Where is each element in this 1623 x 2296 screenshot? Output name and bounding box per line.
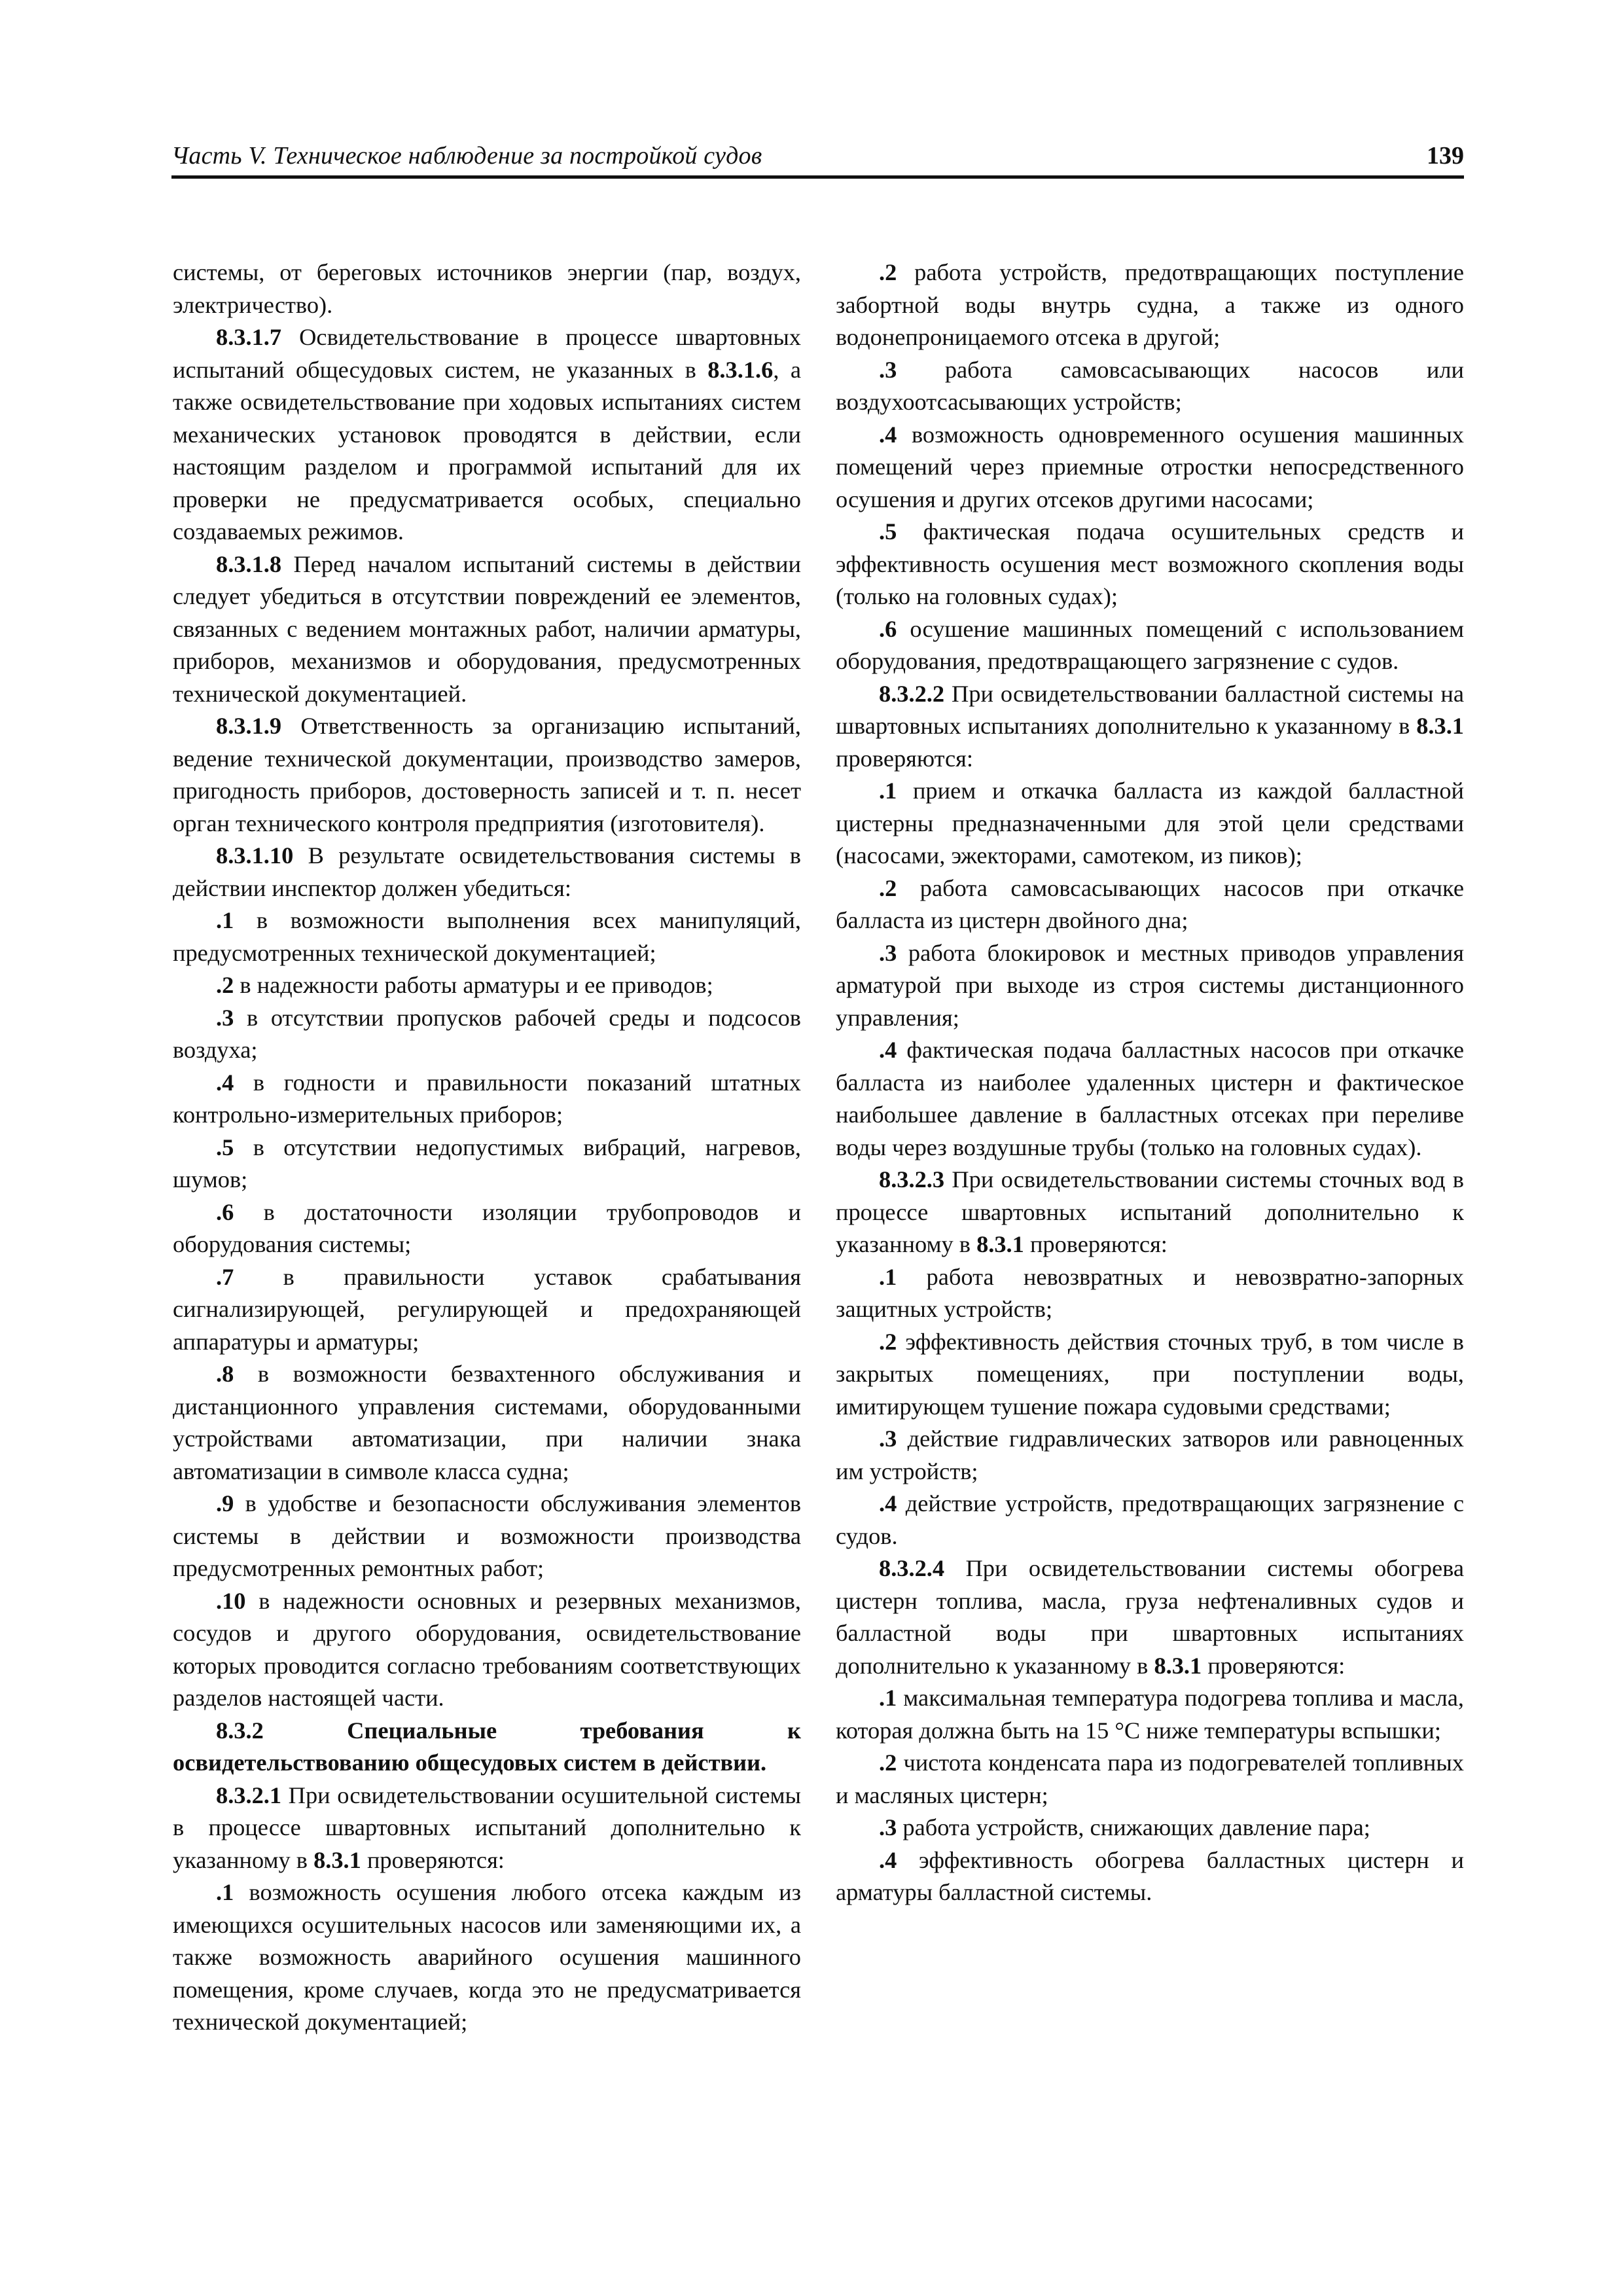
list-item: .4 эффективность обогрева балластных цистерн и арматуры балластной системы.: [836, 1846, 1464, 1905]
header-rule: [171, 175, 1464, 179]
right-column: [836, 257, 1464, 1909]
list-item: .2 работа устройств, предотвращающих поступление забортной воды внутрь судна, а также из одного водонепроницаемого отсека в другой;: [836, 259, 1464, 350]
paragraph: 8.3.1.10 В результате освидетельствования системы в действии инспектор должен убедиться:: [173, 842, 801, 901]
section-heading: 8.3.2 Специальные требования к освидетельствованию общесудовых систем в действии.: [173, 1717, 801, 1776]
paragraph: системы, от береговых источников энергии (пар, воздух, электричество).: [173, 259, 801, 318]
paragraph: 8.3.2.2 При освидетельствовании балластной системы на швартовных испытаниях дополнительно к указанному в 8.3.1 проверяются:: [836, 680, 1464, 772]
left-column: [173, 257, 801, 2039]
header-title: Часть V. Техническое наблюдение за постройкой судов: [171, 142, 762, 170]
list-item: .4 в годности и правильности показаний штатных контрольно-измерительных приборов;: [173, 1069, 801, 1128]
list-item: .5 фактическая подача осушительных средств и эффективность осушения мест возможного скопления воды (только на головных судах);: [836, 518, 1464, 609]
list-item: .3 работа блокировок и местных приводов управления арматурой при выходе из строя системы дистанционного управления;: [836, 939, 1464, 1031]
list-item: .7 в правильности уставок срабатывания сигнализирующей, регулирующей и предохраняющей аппаратуры и арматуры;: [173, 1263, 801, 1355]
list-item: .3 действие гидравлических затворов или равноценных им устройств;: [836, 1426, 1464, 1484]
paragraph: 8.3.1.9 Ответственность за организацию испытаний, ведение технической документации, производство замеров, пригодность приборов, достоверность записей и т. п. несет орган технического контроля предприятия (изготовителя).: [173, 713, 801, 836]
paragraph: 8.3.1.8 Перед началом испытаний системы в действии следует убедиться в отсутствии повреждений ее элементов, связанных с ведением монтажных работ, наличии арматуры, приборов, механизмов и оборудования, предусмотренных технической документацией.: [173, 550, 801, 707]
list-item: .4 фактическая подача балластных насосов при откачке балласта из наиболее удаленных цистерн и фактическое наибольшее давление в балластных отсеках при переливе воды через воздушные трубы (только на головных судах).: [836, 1037, 1464, 1160]
paragraph: 8.3.2.3 При освидетельствовании системы сточных вод в процессе швартовных испытаний дополнительно к указанному в 8.3.1 проверяются:: [836, 1166, 1464, 1257]
paragraph: 8.3.2.4 При освидетельствовании системы обогрева цистерн топлива, масла, груза нефтеналивных судов и балластной воды при швартовных испытаниях дополнительно к указанному в 8.3.1 проверяются:: [836, 1555, 1464, 1679]
running-header: [171, 139, 1464, 178]
page-number: 139: [1427, 142, 1464, 170]
list-item: .3 в отсутствии пропусков рабочей среды и подсосов воздуха;: [173, 1004, 801, 1063]
list-item: .6 осушение машинных помещений с использованием оборудования, предотвращающего загрязнение с судов.: [836, 615, 1464, 674]
list-item: .1 в возможности выполнения всех манипуляций, предусмотренных технической документацией;: [173, 907, 801, 966]
list-item: .3 работа устройств, снижающих давление пара;: [879, 1814, 1370, 1840]
list-item: .8 в возможности безвахтенного обслуживания и дистанционного управления системами, оборудованными устройствами автоматизации, при наличии знака автоматизации в символе класса судна;: [173, 1361, 801, 1484]
list-item: .2 чистота конденсата пара из подогревателей топливных и масляных цистерн;: [836, 1749, 1464, 1808]
list-item: .9 в удобстве и безопасности обслуживания элементов системы в действии и возможности производства предусмотренных ремонтных работ;: [173, 1490, 801, 1581]
list-item: .10 в надежности основных и резервных механизмов, сосудов и другого оборудования, освидетельствование которых проводится согласно требованиям соответствующих разделов настоящей части.: [173, 1587, 801, 1711]
list-item: .6 в достаточности изоляции трубопроводов и оборудования системы;: [173, 1198, 801, 1257]
list-item: .4 возможность одновременного осушения машинных помещений через приемные отростки непосредственного осушения и других отсеков другими насосами;: [836, 421, 1464, 512]
list-item: .4 действие устройств, предотвращающих загрязнение с судов.: [836, 1490, 1464, 1549]
list-item: .2 эффективность действия сточных труб, в том числе в закрытых помещениях, при поступлении воды, имитирующем тушение пожара судовыми средствами;: [836, 1328, 1464, 1420]
list-item: .1 возможность осушения любого отсека каждым из имеющихся осушительных насосов или заменяющими их, а также возможность аварийного осушения машинного помещения, кроме случаев, когда это не предусматривается технической документацией;: [173, 1879, 801, 2035]
list-item: .1 максимальная температура подогрева топлива и масла, которая должна быть на 15 °С ниже температуры вспышки;: [836, 1685, 1464, 1744]
list-item: .1 прием и откачка балласта из каждой балластной цистерны предназначенными для этой цели средствами (насосами, эжекторами, самотеком, из пиков);: [836, 778, 1464, 869]
list-item: .5 в отсутствии недопустимых вибраций, нагревов, шумов;: [173, 1134, 801, 1193]
list-item: .1 работа невозвратных и невозвратно-запорных защитных устройств;: [836, 1263, 1464, 1322]
list-item: .2 в надежности работы арматуры и ее приводов;: [216, 972, 713, 998]
paragraph: 8.3.1.7 Освидетельствование в процессе швартовных испытаний общесудовых систем, не указанных в 8.3.1.6, а также освидетельствование при ходовых испытаниях систем механических установок проводятся в действии, если настоящим разделом и программой испытаний для их проверки не предусматривается особых, специально создаваемых режимов.: [173, 324, 801, 545]
list-item: .3 работа самовсасывающих насосов или воздухоотсасывающих устройств;: [836, 356, 1464, 415]
paragraph: 8.3.2.1 При освидетельствовании осушительной системы в процессе швартовных испытаний дополнительно к указанному в 8.3.1 проверяются:: [173, 1782, 801, 1873]
list-item: .2 работа самовсасывающих насосов при откачке балласта из цистерн двойного дна;: [836, 874, 1464, 933]
